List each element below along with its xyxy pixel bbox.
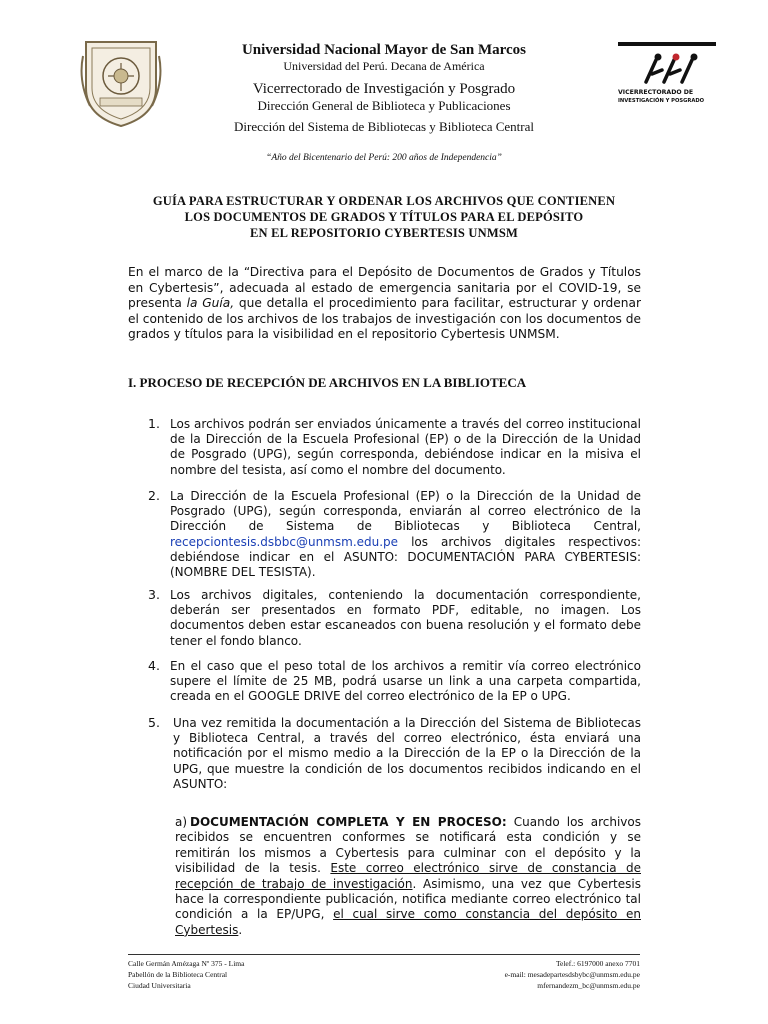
item-number: 1. xyxy=(148,416,160,431)
footer-divider xyxy=(128,954,640,955)
list-item: Una vez remitida la documentación a la Dirección del Sistema de Bibliotecas y Biblioteca Central, a través del correo electrónico, ésta enviará una notificación por el mismo medio a la Dirección de la EP o la Dirección de la UPG, que muestre la condición de los documentos recibidos indicando en el ASUNTO: xyxy=(173,716,641,791)
item-text: los archivos digitales respectivos: debiéndose indicar en el ASUNTO: DOCUMENTACIÓN PARA CYBERTESIS: (NOMBRE DEL TESISTA). xyxy=(170,534,641,580)
footer-line: Calle Germán Amézaga Nº 375 - Lima xyxy=(128,959,245,968)
sub-item-underline: Este correo electrónico sirve de constancia de recepción de trabajo de investigación xyxy=(175,861,641,891)
sub-item-label: a) xyxy=(175,815,188,829)
university-name: Universidad Nacional Mayor de San Marcos xyxy=(241,42,527,58)
item-number: 2. xyxy=(148,488,160,503)
list-item xyxy=(170,489,641,580)
university-subtitle: Universidad del Perú. Decana de América xyxy=(283,59,485,73)
sub-item-text: Cuando los archivos recibidos se encuentren conformes se notificará esta condición y se remitirán los mismos a Cybertesis para culminar con el depósito y la visibilidad de la tesis. xyxy=(175,815,641,876)
sub-item-text: . xyxy=(238,922,243,937)
footer-address xyxy=(128,958,244,991)
item-number: 4. xyxy=(148,658,160,673)
title-line: EN EL REPOSITORIO CYBERTESIS UNMSM xyxy=(250,226,518,240)
sub-item-bold: DOCUMENTACIÓN COMPLETA Y EN PROCESO: xyxy=(190,815,507,829)
university-seal-icon xyxy=(78,36,164,128)
item-text: La Dirección de la Escuela Profesional (EP) o la Dirección de la Unidad de Posgrado (UPG), según corresponda, enviarán al correo electrónico de la Dirección de Sistema de Bibliotecas y Biblioteca Central, xyxy=(170,489,641,534)
item-number: 3. xyxy=(148,587,160,602)
list-item: En el caso que el peso total de los archivos a remitir vía correo electrónico supere el límite de 25 MB, podrá usarse un link a una carpeta compartida, creada en el GOOGLE DRIVE del correo electrónico de la EP o UPG. xyxy=(170,659,641,704)
intro-text: En el marco de la “Directiva para el Depósito de Documentos de Grados y Títulos en Cybertesis”, adecuada al estado de emergencia sanitaria por el COVID-19, se presenta xyxy=(128,265,641,311)
vicerrectorado-title: Vicerrectorado de Investigación y Posgrado xyxy=(252,81,516,97)
footer-contact xyxy=(400,958,640,991)
footer-line: Pabellón de la Biblioteca Central xyxy=(128,970,228,979)
email-link[interactable]: recepciontesis.dsbbc@unmsm.edu.pe xyxy=(170,534,399,549)
title-line: GUÍA PARA ESTRUCTURAR Y ORDENAR LOS ARCHIVOS QUE CONTIENEN xyxy=(152,194,616,208)
direccion-sistema-title: Dirección del Sistema de Bibliotecas y Biblioteca Central xyxy=(234,119,534,134)
research-figures-icon xyxy=(638,52,704,86)
list-item: Los archivos podrán ser enviados únicamente a través del correo institucional de la Dirección de la Escuela Profesional (EP) o de la Dirección de la Unidad de Posgrado (UPG), según corresponda, debiéndose indicar en la misiva el nombre del tesista, así como el nombre del documento. xyxy=(170,417,641,477)
item-number: 5. xyxy=(148,715,160,730)
sub-item-text: . Asimismo, una vez que Cybertesis hace la correspondiente publicación, notifica mediante correo electrónico tal condición a la EP/UPG, xyxy=(175,876,641,922)
section-heading: I. PROCESO DE RECEPCIÓN DE ARCHIVOS EN LA BIBLIOTECA xyxy=(128,375,527,390)
motto: “Año del Bicentenario del Perú: 200 años de Independencia” xyxy=(266,153,502,163)
document-title xyxy=(128,193,640,241)
logo-text-1: VICERRECTORADO DE xyxy=(618,89,694,96)
intro-paragraph xyxy=(128,265,641,343)
footer-email[interactable]: e-mail: mesadepartesdsbybc@unmsm.edu.pe xyxy=(504,970,640,979)
list-item: Los archivos digitales, conteniendo la documentación correspondiente, deberán ser presentados en formato PDF, editable, no imagen. Los documentos deben estar escaneados con buena resolución y el formato debe tener el fondo blanco. xyxy=(170,588,641,648)
logo-text-2: INVESTIGACIÓN Y POSGRADO xyxy=(618,98,705,104)
footer-email[interactable]: mfernandezm_bc@unmsm.edu.pe xyxy=(537,981,640,990)
vicerrectorado-logo xyxy=(614,42,716,112)
sub-item-a xyxy=(175,815,641,938)
title-line: LOS DOCUMENTOS DE GRADOS Y TÍTULOS PARA EL DEPÓSITO xyxy=(184,210,584,224)
footer-line: Ciudad Universitaria xyxy=(128,981,191,990)
footer-line: Telef.: 6197000 anexo 7701 xyxy=(555,959,640,968)
intro-text: que detalla el procedimiento para facilitar, estructurar y ordenar el contenido de los archivos de los trabajos de investigación con los documentos de grados y títulos para la visibilidad en el repositorio Cybertesis UNMSM. xyxy=(128,296,641,342)
intro-italic: la Guía, xyxy=(186,296,235,311)
direccion-general-title: Dirección General de Biblioteca y Publicaciones xyxy=(257,98,511,113)
sub-item-underline: el cual sirve como constancia del depósito en Cybertesis xyxy=(175,907,641,937)
